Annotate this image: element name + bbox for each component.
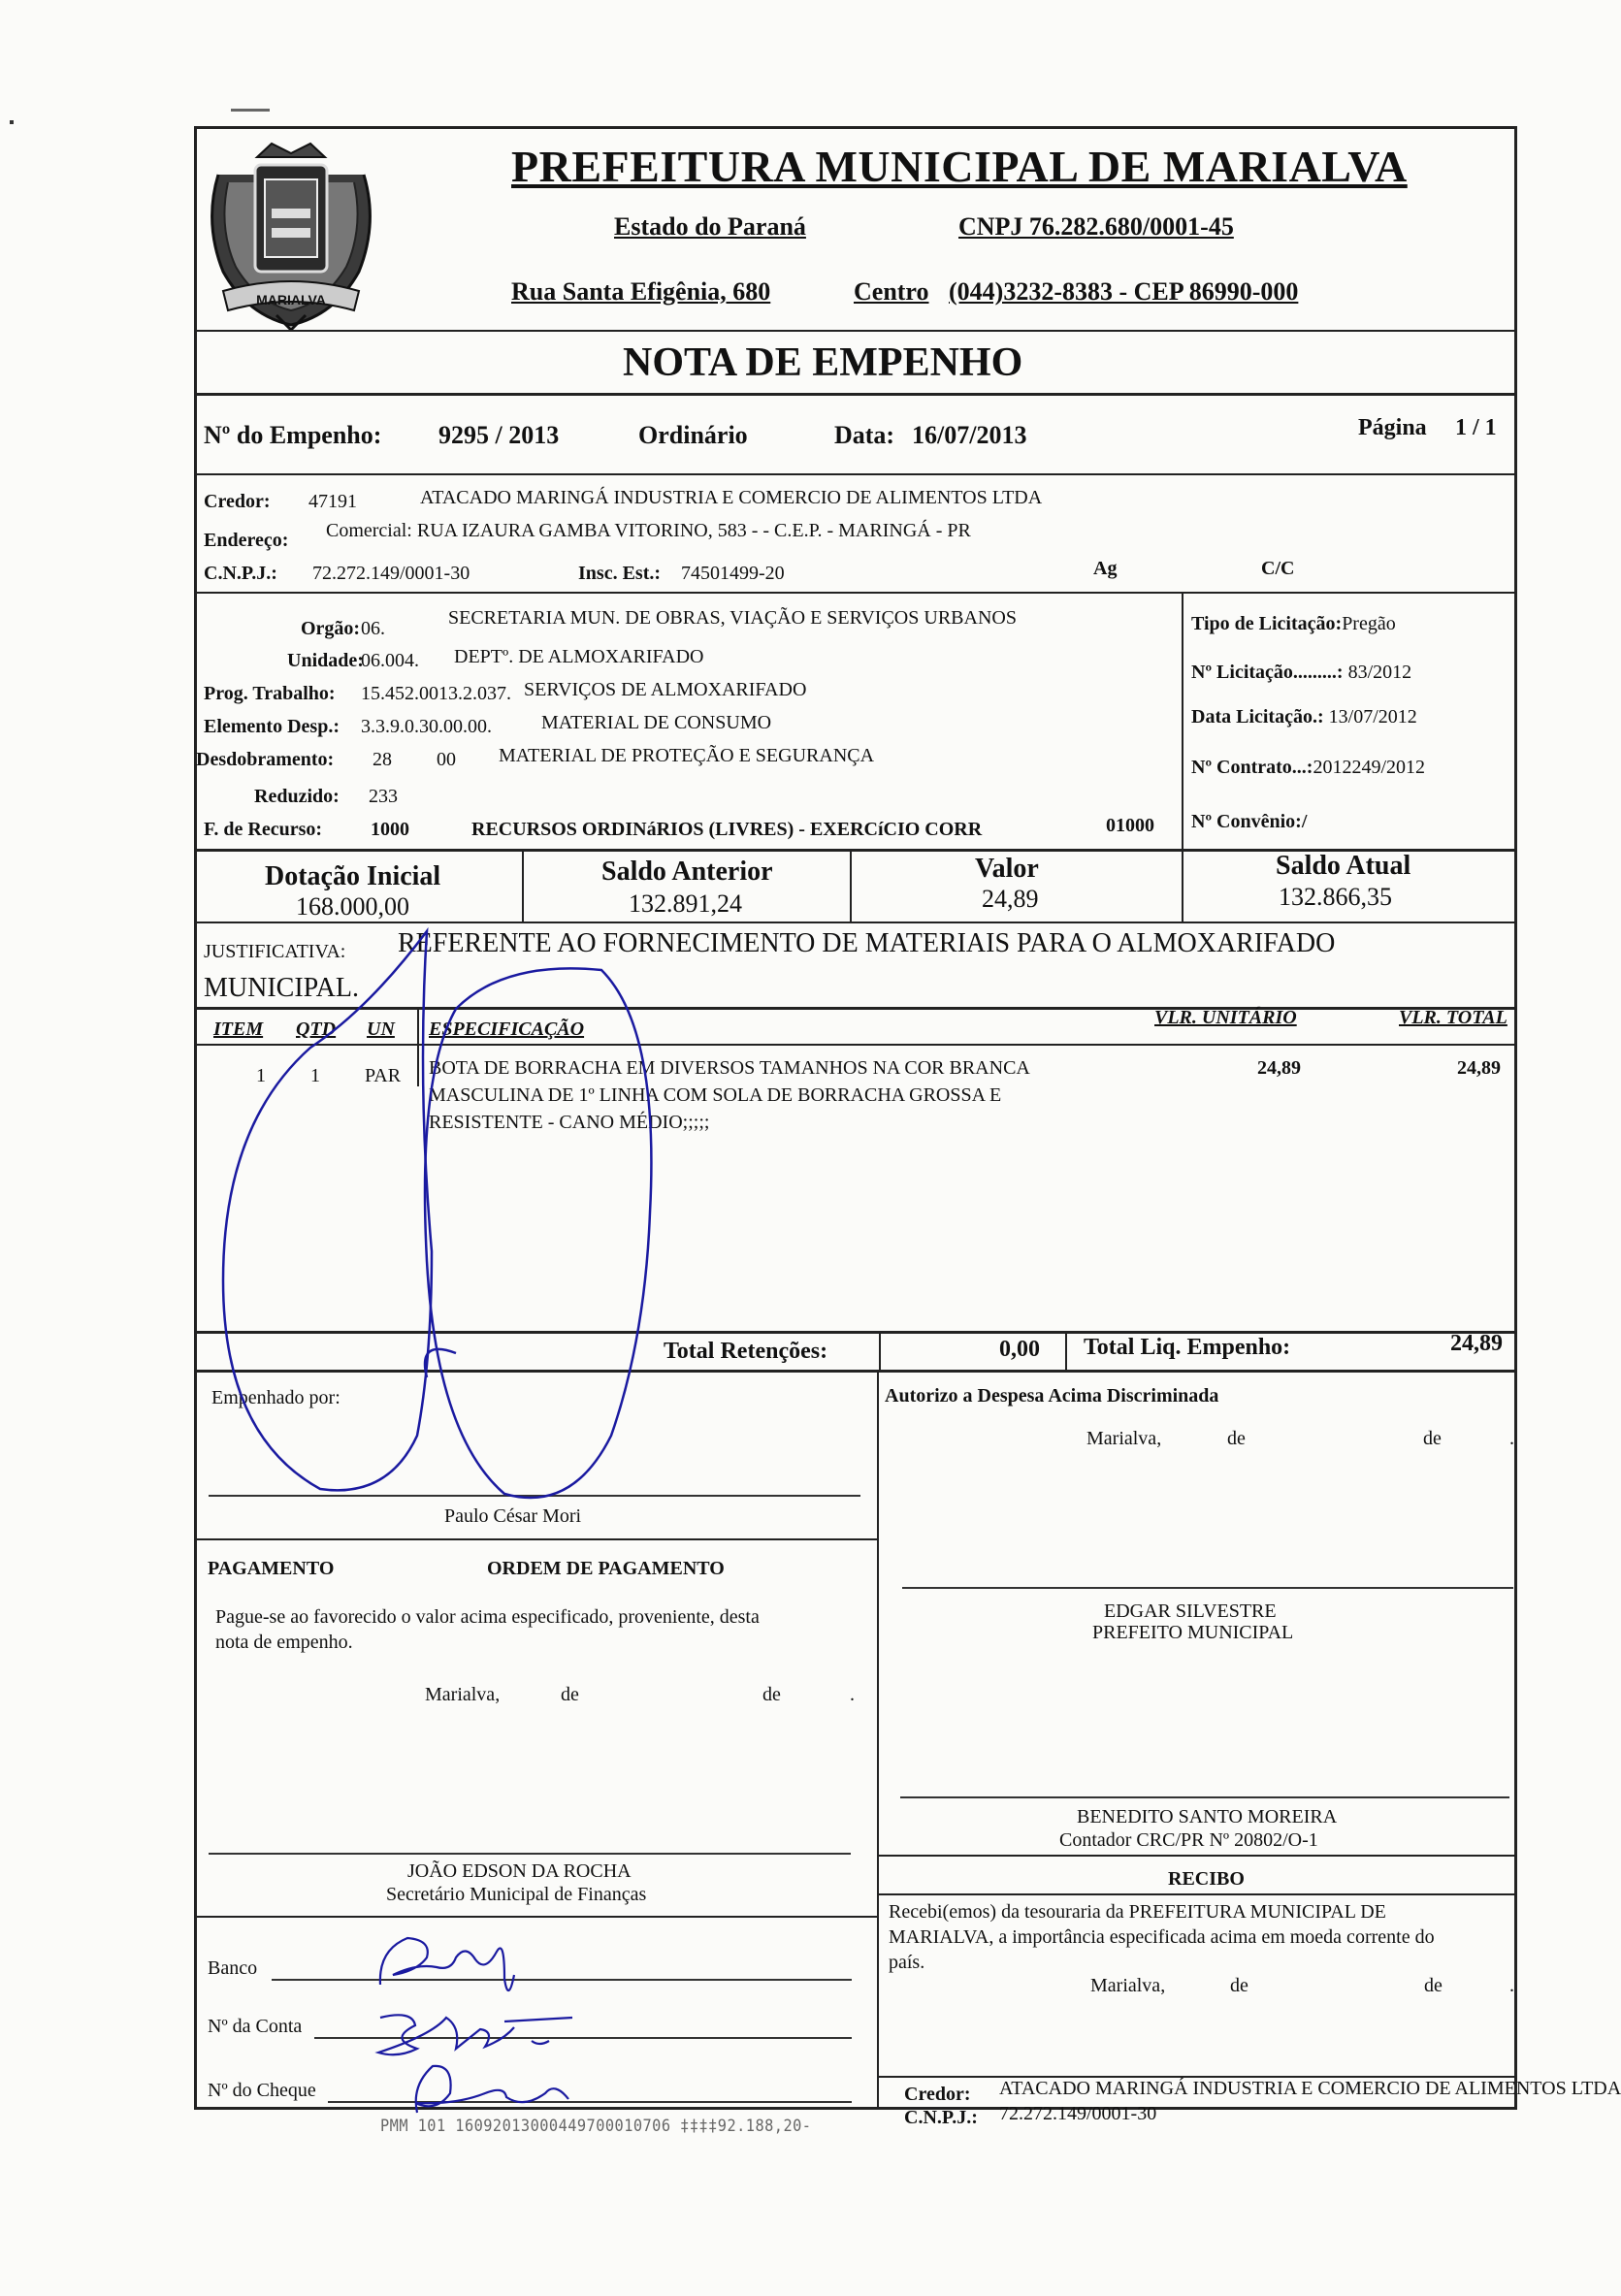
convenio-label: Nº Convênio:/ (1191, 811, 1308, 832)
recibo-text-3: país. (889, 1952, 925, 1973)
col-un: UN (367, 1019, 395, 1040)
page-label: Página (1358, 415, 1427, 440)
conta-label: Nº da Conta (208, 2016, 303, 2037)
pagamento-dot: . (850, 1684, 855, 1705)
unidade-name: DEPTº. DE ALMOXARIFADO (454, 646, 704, 667)
elem-name: MATERIAL DE CONSUMO (541, 712, 772, 733)
elem-code: 3.3.9.0.30.00.00. (361, 716, 492, 737)
municipality-address: Rua Santa Efigênia, 680 (511, 277, 771, 306)
retencoes-value: 0,00 (999, 1337, 1040, 1362)
recibo-text-1: Recebi(emos) da tesouraria da PREFEITURA MUNICIPAL DE (889, 1901, 1386, 1923)
recibo-label: RECIBO (1168, 1868, 1245, 1890)
recibo-city: Marialva, (1090, 1975, 1166, 1996)
reduzido-value: 233 (369, 786, 398, 807)
desd-label: Desdobramento: (196, 749, 335, 770)
empenho-number: 9295 / 2013 (438, 421, 560, 449)
credor-address: Comercial: RUA IZAURA GAMBA VITORINO, 583 - - C.E.P. - MARINGÁ - PR (326, 520, 971, 541)
pagamento-de-2: de (762, 1684, 781, 1705)
saldo-anterior: 132.891,24 (629, 889, 742, 918)
autorizo-de-1: de (1227, 1428, 1246, 1449)
pagamento-text-1: Pague-se ao favorecido o valor acima especificado, proveniente, desta (215, 1606, 760, 1628)
contrato-value: 2012249/2012 (1313, 757, 1426, 778)
recurso-label: F. de Recurso: (204, 819, 323, 840)
empenhado-label: Empenhado por: (211, 1387, 340, 1408)
desd-code-2: 00 (437, 749, 456, 770)
bank-stamp: PMM 101 16092013000449700010706 ‡‡‡‡92.188,20- (380, 2117, 812, 2136)
saldo-atual: 132.866,35 (1279, 883, 1392, 911)
licitacao-tipo-label: Tipo de Licitação:Pregão (1191, 613, 1396, 634)
desd-name: MATERIAL DE PROTEÇÃO E SEGURANÇA (499, 745, 875, 766)
secretario-name: JOÃO EDSON DA ROCHA (407, 1860, 632, 1882)
ag-label: Ag (1093, 558, 1118, 579)
prog-name: SERVIÇOS DE ALMOXARIFADO (524, 679, 807, 700)
orgao-label: Orgão: (301, 618, 361, 639)
pagamento-city: Marialva, (425, 1684, 501, 1705)
row-desc-3: RESISTENTE - CANO MÉDIO;;;;; (429, 1112, 710, 1133)
credor-code: 47191 (308, 491, 357, 512)
licitacao-tipo: Pregão (1342, 613, 1396, 634)
liquido-value: 24,89 (1450, 1331, 1503, 1356)
contador-name: BENEDITO SANTO MOREIRA (1077, 1806, 1338, 1827)
dotacao-inicial-label: Dotação Inicial (265, 861, 441, 891)
recurso-number: 01000 (1106, 815, 1154, 836)
orgao-code: 06. (361, 618, 385, 639)
credor-insc: 74501499-20 (681, 563, 785, 584)
footer-credor-label: Credor: (904, 2084, 971, 2105)
orgao-name: SECRETARIA MUN. DE OBRAS, VIAÇÃO E SERVIÇOS URBANOS (448, 607, 1017, 629)
recibo-text-2: MARIALVA, a importância especificada acima em moeda corrente do (889, 1926, 1435, 1948)
pagamento-de-1: de (561, 1684, 579, 1705)
elem-label: Elemento Desp.: (204, 716, 340, 737)
secretario-role: Secretário Municipal de Finanças (386, 1884, 647, 1905)
contrato-label: Nº Contrato...:2012249/2012 (1191, 757, 1426, 778)
prefeito-role: PREFEITO MUNICIPAL (1092, 1622, 1294, 1643)
justificativa-label: JUSTIFICATIVA: (204, 941, 346, 962)
row-unit: 24,89 (1257, 1057, 1301, 1079)
recibo-de-2: de (1424, 1975, 1443, 1996)
empenhado-name: Paulo César Mori (444, 1505, 582, 1527)
credor-label: Credor: (204, 491, 271, 512)
empenho-date-label: Data: (834, 421, 895, 449)
empenho-number-label: Nº do Empenho: (204, 421, 382, 449)
prefeito-name: EDGAR SILVESTRE (1104, 1601, 1277, 1622)
reduzido-label: Reduzido: (254, 786, 340, 807)
ordem-label: ORDEM DE PAGAMENTO (487, 1558, 725, 1579)
col-unit: VLR. UNITÁRIO (1154, 1007, 1297, 1028)
valor-label: Valor (975, 854, 1039, 884)
pagamento-label: PAGAMENTO (208, 1558, 335, 1579)
licitacao-data: 13/07/2012 (1328, 706, 1417, 728)
municipality-district: Centro (854, 277, 929, 306)
row-qtd: 1 (310, 1065, 320, 1086)
state-name: Estado do Paraná (614, 212, 806, 241)
empenho-date: 16/07/2013 (912, 421, 1027, 449)
municipality-cnpj: CNPJ 76.282.680/0001-45 (958, 212, 1234, 241)
empenho-type: Ordinário (638, 421, 748, 449)
footer-cnpj: 72.272.149/0001-30 (999, 2103, 1157, 2124)
footer-credor-name: ATACADO MARINGÁ INDUSTRIA E COMERCIO DE ALIMENTOS LTDA (999, 2078, 1621, 2099)
desd-code-1: 28 (373, 749, 392, 770)
unidade-label: Unidade: (287, 650, 364, 671)
doc-title: NOTA DE EMPENHO (623, 340, 1023, 385)
address-label: Endereço: (204, 530, 289, 551)
prog-label: Prog. Trabalho: (204, 683, 336, 704)
saldo-anterior-label: Saldo Anterior (601, 857, 773, 887)
col-qtd: QTD (296, 1019, 337, 1040)
justificativa-text-1: REFERENTE AO FORNECIMENTO DE MATERIAIS PARA O ALMOXARIFADO (398, 928, 1336, 958)
liquido-label: Total Liq. Empenho: (1084, 1335, 1291, 1360)
page-number: 1 / 1 (1455, 415, 1497, 440)
row-desc-2: MASCULINA DE 1º LINHA COM SOLA DE BORRACHA GROSSA E (429, 1084, 1002, 1106)
municipality-title: PREFEITURA MUNICIPAL DE MARIALVA (511, 142, 1408, 191)
svg-text:MARIALVA: MARIALVA (256, 292, 326, 307)
prog-code: 15.452.0013.2.037. (361, 683, 511, 704)
cheque-label: Nº do Cheque (208, 2080, 316, 2101)
cc-label: C/C (1261, 558, 1295, 579)
recibo-de-1: de (1230, 1975, 1248, 1996)
insc-label: Insc. Est.: (578, 563, 662, 584)
recurso-code: 1000 (371, 819, 409, 840)
licitacao-num: 83/2012 (1347, 662, 1412, 683)
row-total: 24,89 (1457, 1057, 1501, 1079)
autorizo-dot: . (1509, 1428, 1514, 1449)
licitacao-data-label: Data Licitação.: 13/07/2012 (1191, 706, 1417, 728)
col-total: VLR. TOTAL (1399, 1007, 1508, 1028)
municipality-phone-cep: (044)3232-8383 - CEP 86990-000 (949, 277, 1299, 306)
valor: 24,89 (982, 885, 1039, 913)
row-un: PAR (365, 1065, 402, 1086)
licitacao-num-label: Nº Licitação.........: 83/2012 (1191, 662, 1412, 683)
banco-label: Banco (208, 1957, 258, 1979)
dotacao-inicial: 168.000,00 (296, 892, 409, 921)
col-espec: ESPECIFICAÇÃO (429, 1019, 585, 1040)
unidade-code: 06.004. (361, 650, 419, 671)
retencoes-label: Total Retenções: (664, 1339, 828, 1364)
recibo-dot: . (1509, 1975, 1514, 1996)
row-desc-1: BOTA DE BORRACHA EM DIVERSOS TAMANHOS NA COR BRANCA (429, 1057, 1030, 1079)
cnpj-label: C.N.P.J.: (204, 563, 277, 584)
autorizo-label: Autorizo a Despesa Acima Discriminada (885, 1385, 1219, 1407)
credor-name: ATACADO MARINGÁ INDUSTRIA E COMERCIO DE ALIMENTOS LTDA (420, 487, 1043, 508)
autorizo-de-2: de (1423, 1428, 1442, 1449)
pagamento-text-2: nota de empenho. (215, 1632, 353, 1653)
contador-role: Contador CRC/PR Nº 20802/O-1 (1059, 1829, 1318, 1851)
credor-cnpj: 72.272.149/0001-30 (312, 563, 470, 584)
row-item: 1 (256, 1065, 266, 1086)
col-item: ITEM (213, 1019, 264, 1040)
saldo-atual-label: Saldo Atual (1276, 851, 1411, 881)
autorizo-city: Marialva, (1086, 1428, 1162, 1449)
footer-cnpj-label: C.N.P.J.: (904, 2107, 978, 2128)
recurso-name: RECURSOS ORDINáRIOS (LIVRES) - EXERCíCIO CORR (471, 819, 983, 840)
justificativa-text-2: MUNICIPAL. (204, 973, 359, 1003)
